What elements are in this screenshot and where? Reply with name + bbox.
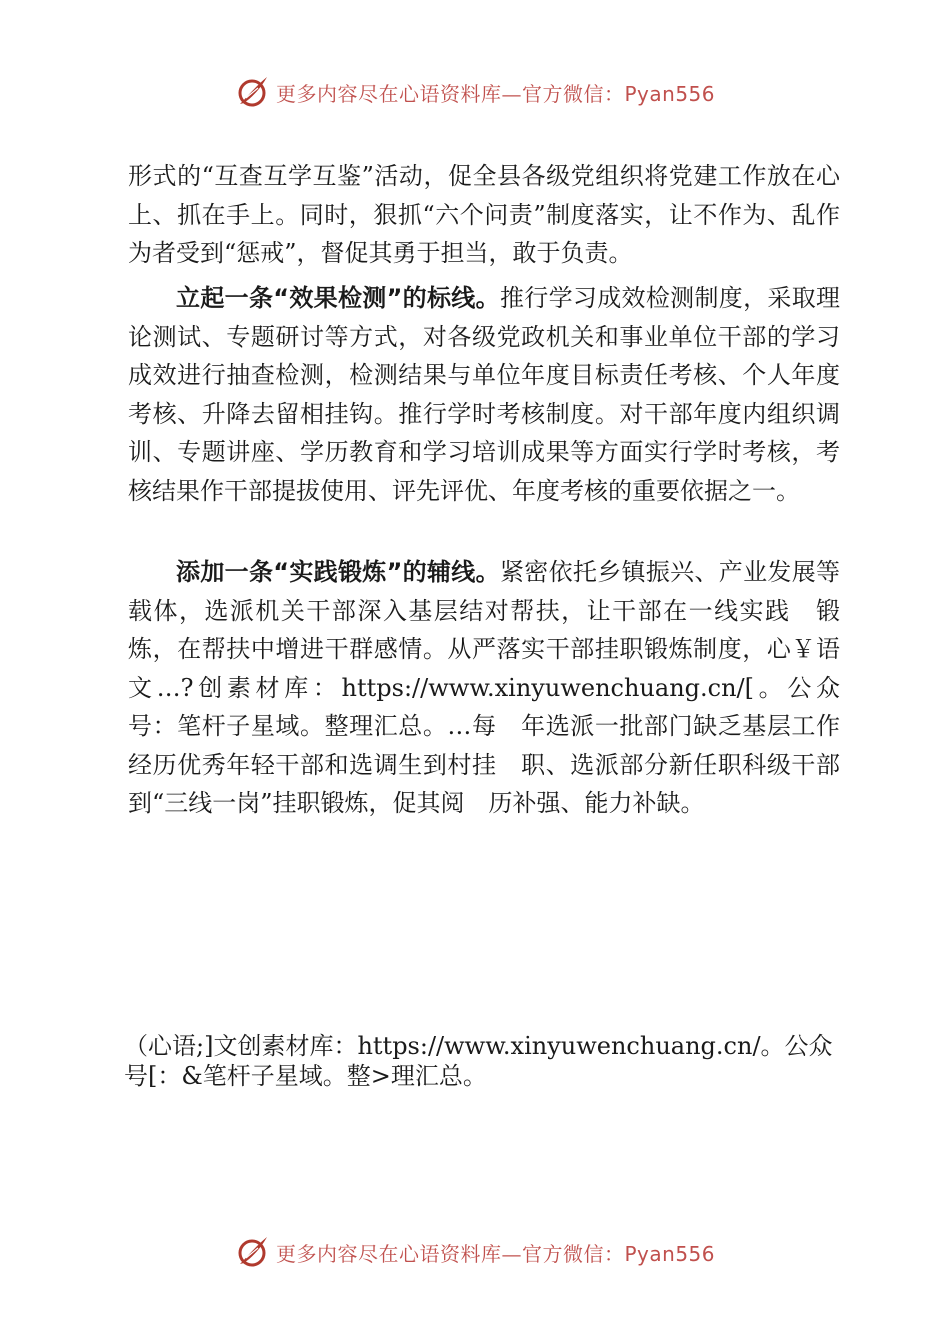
- header-watermark-text: 更多内容尽在心语资料库—官方微信：Pyan556: [276, 81, 716, 106]
- quill-logo-icon: [234, 74, 270, 110]
- footer-watermark: [234, 1232, 754, 1272]
- paragraph-3-heading: 添加一条“实践锻炼”的辅线。: [176, 558, 500, 586]
- header-watermark: [234, 72, 754, 112]
- header-watermark-id: Pyan556: [624, 81, 716, 106]
- paragraph-2: [128, 279, 840, 510]
- paragraph-2-heading: 立起一条“效果检测”的标线。: [176, 284, 500, 312]
- source-note: （心语;]文创素材库：https://www.xinyuwenchuang.cn/。公众号[：&笔杆子星域。整>理汇总。: [124, 1032, 833, 1090]
- quill-logo-icon: [234, 1234, 270, 1270]
- paragraph-2-body: 推行学习成效检测制度，采取理论测试、专题研讨等方式，对各级党政机关和事业单位干部的学习成效进行抽查检测，检测结果与单位年度目标责任考核、个人年度考核、升降去留相挂钩。推行学时考核制度。对干部年度内组织调训、专题讲座、学历教育和学习培训成果等方面实行学时考核，考核结果作干部提拔使用、评先评优、年度考核的重要依据之一。: [128, 284, 841, 505]
- paragraph-1: 形式的“互查互学互鉴”活动，促全县各级党组织将党建工作放在心上、抓在手上。同时，狠抓“六个问责”制度落实，让不作为、乱作为者受到“惩戒”，督促其勇于担当，敢于负责。: [128, 162, 840, 267]
- paragraph-3-body: 紧密依托乡镇振兴、产业发展等载体，选派机关干部深入基层结对帮扶，让干部在一线实践 锻炼，在帮扶中增进干群感情。从严落实干部挂职锻炼制度，心￥语文…?创素材库：https://www.xinyuwenchuang.cn/[。公众号：笔杆子星域。整理汇总。…每 年选派一批部门缺乏基层工作经历优秀年轻干部和选调生到村挂 职、选派部分新任职科级干部到“三线一岗”挂职锻炼，促其阅 历补强、能力补缺。: [128, 558, 841, 817]
- footer-watermark-id: Pyan556: [624, 1241, 716, 1266]
- paragraph-3: [128, 553, 840, 823]
- footer-watermark-text: 更多内容尽在心语资料库—官方微信：Pyan556: [276, 1241, 716, 1266]
